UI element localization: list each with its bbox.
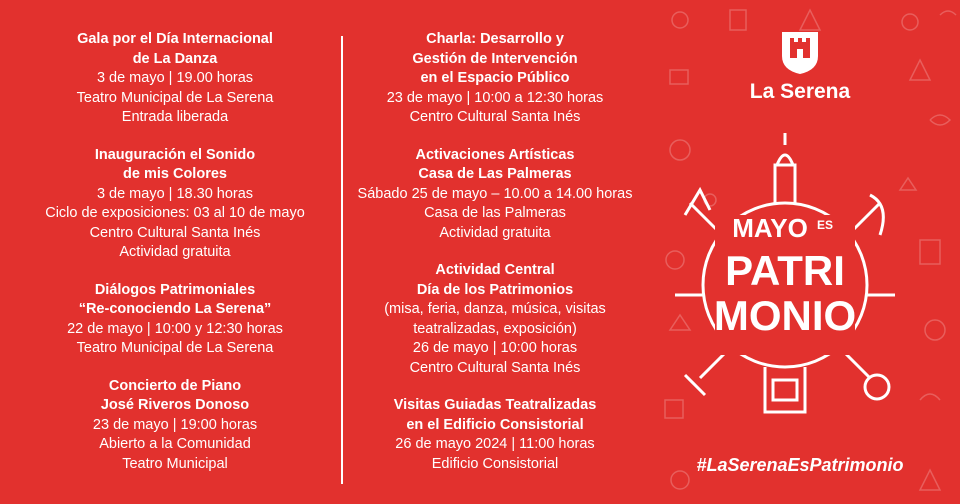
event-venue: Edificio Consistorial (431, 455, 559, 472)
event-venue: Teatro Municipal de La Serena (76, 340, 274, 356)
emblem-mayo: MAYO (732, 213, 808, 243)
event-date: 26 de mayo | 10:00 horas (412, 340, 578, 356)
emblem-es: ES (816, 218, 834, 232)
event-actividad-central (350, 261, 640, 378)
event-gala-danza (20, 30, 330, 128)
event-title: Casa de Las Palmeras (418, 166, 572, 182)
event-date: 3 de mayo | 19.00 horas (96, 70, 254, 86)
event-date: 22 de mayo | 10:00 y 12:30 horas (67, 320, 283, 337)
event-title: Visitas Guiadas Teatralizadas (393, 397, 597, 413)
event-title: Activaciones Artísticas (415, 146, 575, 163)
event-title: en el Edificio Consistorial (406, 416, 584, 433)
emblem-monio: MONIO (713, 292, 857, 339)
left-event-column (20, 30, 330, 492)
event-date: 23 de mayo | 19:00 horas (92, 416, 258, 433)
event-note: (misa, feria, danza, música, visitas (384, 301, 606, 317)
event-activaciones (350, 146, 640, 244)
event-title: en el Espacio Público (420, 70, 570, 86)
event-note: Actividad gratuita (119, 244, 231, 260)
event-charla (350, 30, 640, 128)
event-date: Sábado 25 de mayo – 10.00 a 14.00 horas (357, 185, 633, 202)
event-title: “Re-conociendo La Serena” (78, 301, 272, 317)
event-note: Entrada liberada (121, 109, 229, 125)
event-title: de mis Colores (123, 166, 227, 182)
mayo-patrimonio-emblem (665, 125, 905, 445)
event-title: Inauguración el Sonido (94, 146, 256, 163)
event-venue: Casa de las Palmeras (424, 205, 566, 221)
event-venue: Teatro Municipal (122, 455, 228, 472)
event-date: 23 de mayo | 10:00 a 12:30 horas (386, 89, 604, 106)
event-date: 3 de mayo | 18.30 horas (96, 185, 254, 202)
event-note: Actividad gratuita (439, 224, 551, 241)
event-title: Concierto de Piano (108, 377, 242, 394)
event-sonido-colores (20, 146, 330, 263)
event-note: Abierto a la Comunidad (99, 436, 251, 452)
city-crest-icon (780, 30, 820, 76)
column-divider (341, 36, 343, 484)
event-concierto-piano (20, 377, 330, 475)
event-title: Actividad Central (435, 262, 555, 278)
event-title: Gestión de Intervención (412, 50, 578, 67)
event-visitas-guiadas (350, 396, 640, 474)
event-venue: Teatro Municipal de La Serena (76, 89, 274, 106)
event-date: 26 de mayo 2024 | 11:00 horas (395, 436, 595, 452)
event-dialogos (20, 281, 330, 359)
event-title: Diálogos Patrimoniales (94, 281, 256, 298)
brand-name: La Serena (749, 80, 851, 103)
event-title: de La Danza (132, 50, 218, 67)
event-venue: Centro Cultural Santa Inés (409, 109, 581, 125)
event-note: Ciclo de exposiciones: 03 al 10 de mayo (45, 205, 305, 221)
event-venue: Centro Cultural Santa Inés (409, 359, 581, 376)
event-note: teatralizadas, exposición) (413, 320, 577, 337)
event-title: Charla: Desarrollo y (426, 31, 564, 47)
event-title: Día de los Patrimonios (416, 281, 574, 298)
event-venue: Centro Cultural Santa Inés (89, 224, 261, 241)
middle-event-column (350, 30, 640, 492)
emblem-patri: PATRI (725, 247, 845, 294)
event-title: José Riveros Donoso (100, 397, 250, 413)
hashtag: #LaSerenaEsPatrimonio (696, 455, 904, 475)
event-title: Gala por el Día Internacional (77, 31, 273, 47)
